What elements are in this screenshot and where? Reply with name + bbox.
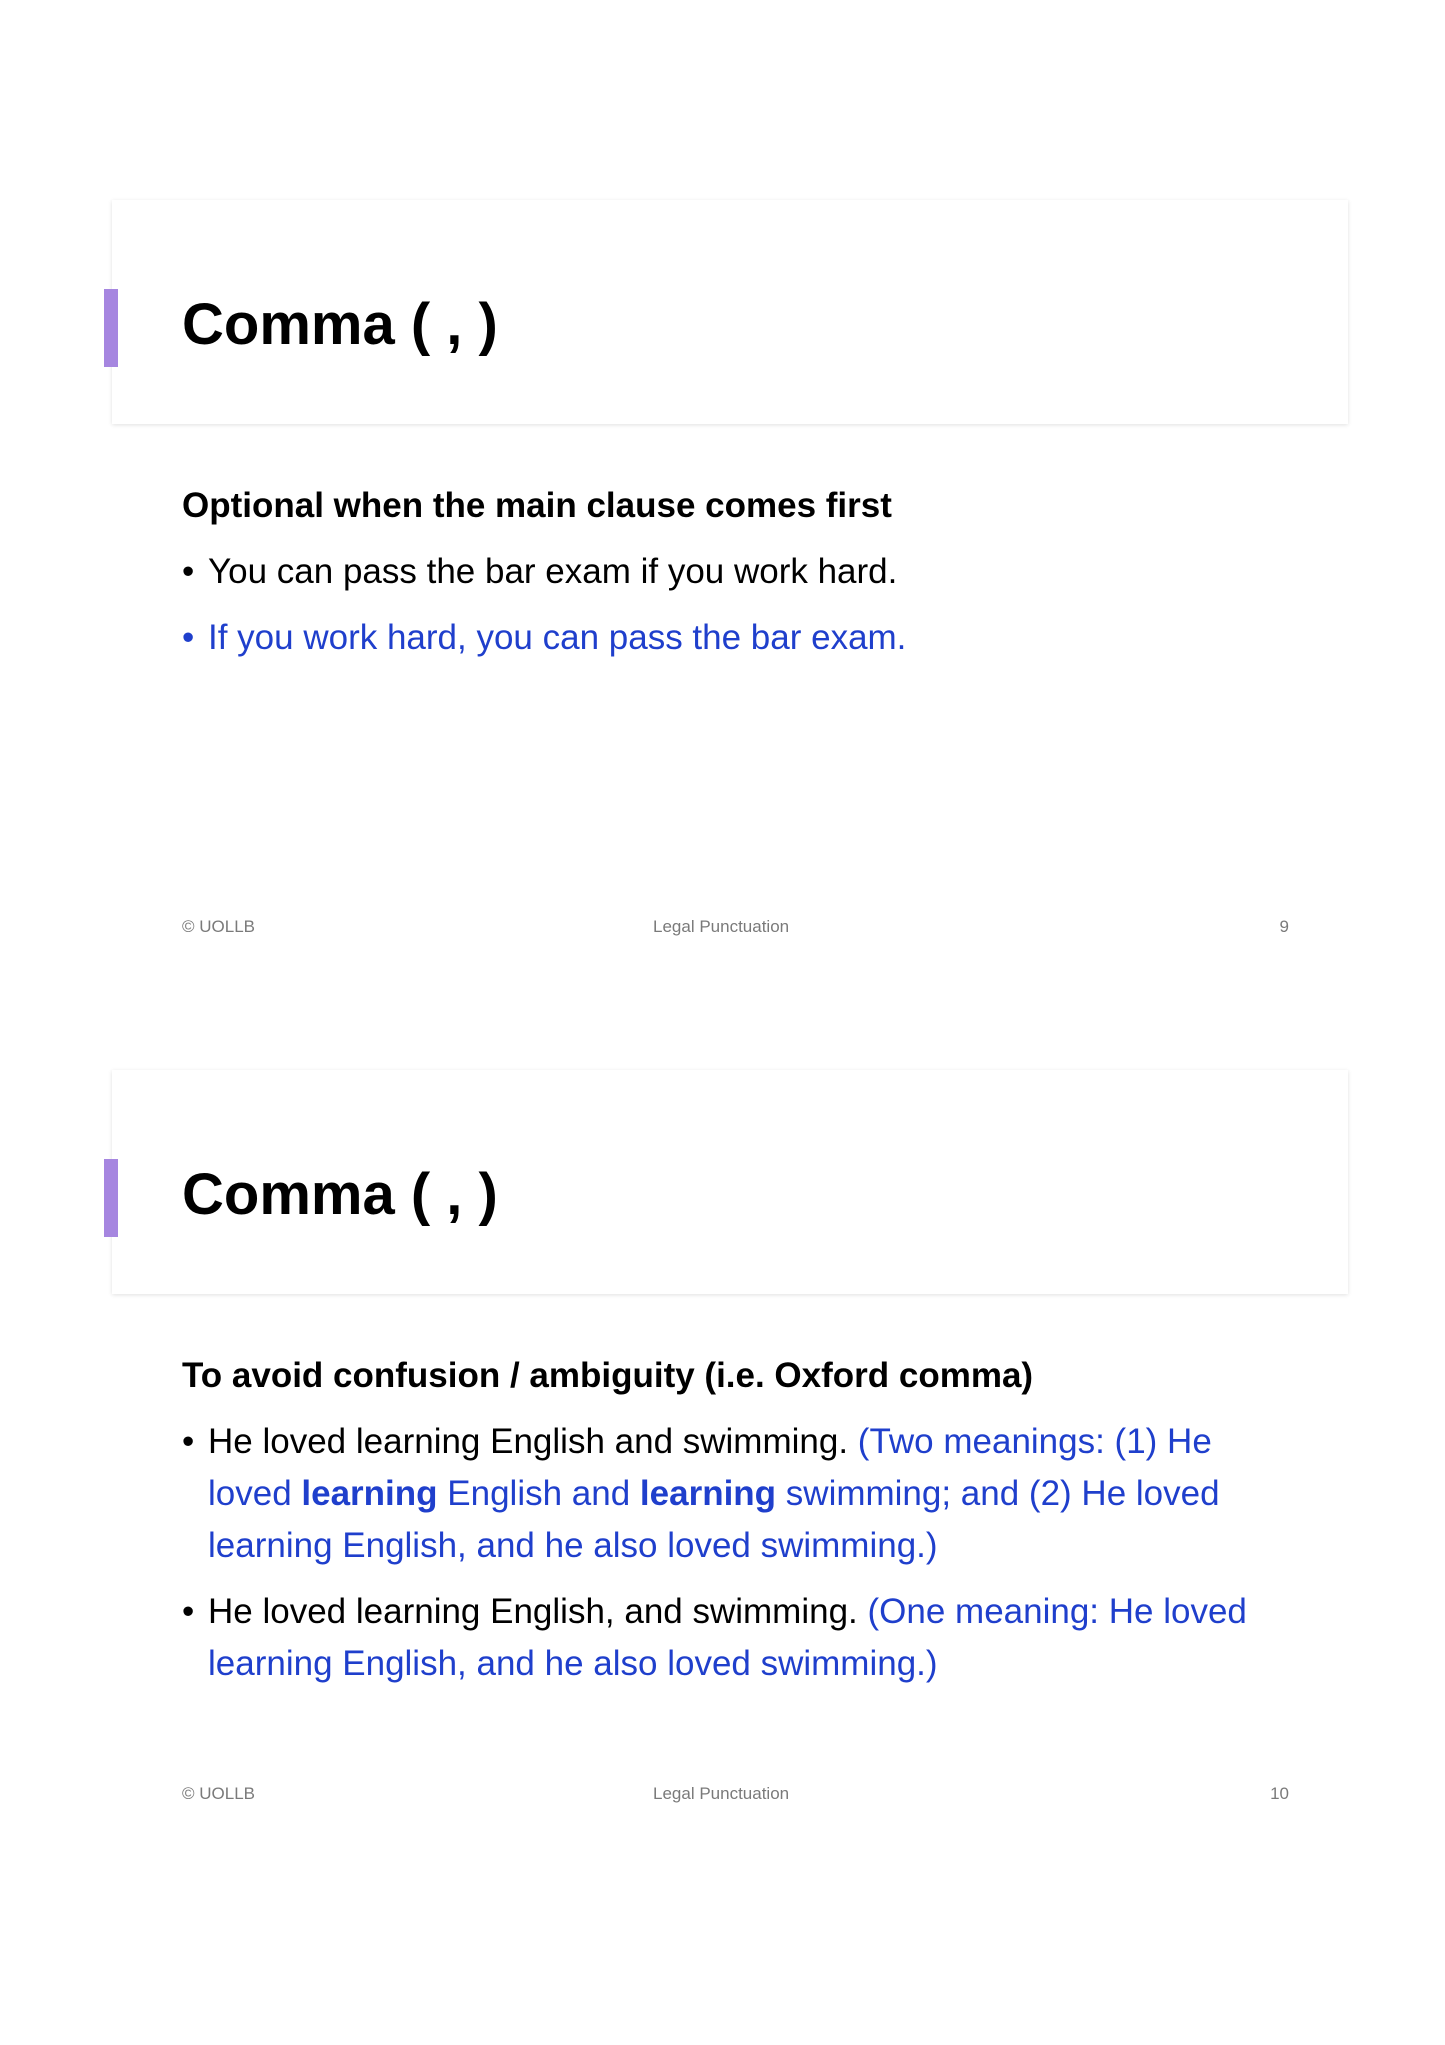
bullet-text: You can pass the bar exam if you work hard. xyxy=(208,552,898,591)
bullet-item xyxy=(182,1586,1302,1690)
footer-title: Legal Punctuation xyxy=(653,1784,790,1803)
footer-title: Legal Punctuation xyxy=(653,917,790,936)
bullet-text: If you work hard, you can pass the bar exam. xyxy=(208,618,907,657)
slide-subheading: Optional when the main clause comes first xyxy=(182,486,892,525)
footer-copyright: © UOLLB xyxy=(182,1784,255,1803)
sentence-period: . xyxy=(838,1422,849,1461)
title-accent-bar xyxy=(104,1159,118,1237)
explanation-text: (Two meanings: (1) He loved xyxy=(208,1422,1212,1513)
explanation-text: English and xyxy=(437,1474,640,1513)
bullet-list xyxy=(182,546,1302,664)
bullet-item xyxy=(182,1416,1302,1572)
bullet-dot: • xyxy=(182,618,195,657)
bullet-item xyxy=(182,612,1302,664)
slide-title: Comma ( , ) xyxy=(182,1162,498,1227)
slide-content xyxy=(182,480,1302,678)
bullet-dot: • xyxy=(182,1422,195,1461)
explanation-text: (One meaning: He loved learning English, and he also loved swimming.) xyxy=(208,1592,1247,1683)
example-sentence: He loved learning English, and swimming. xyxy=(208,1592,868,1631)
slide-title: Comma ( , ) xyxy=(182,292,498,357)
example-sentence: He loved learning English and swimming xyxy=(208,1422,839,1461)
title-accent-bar xyxy=(104,289,118,367)
emphasized-word: learning xyxy=(301,1474,438,1513)
footer-copyright: © UOLLB xyxy=(182,917,255,936)
slide-subheading: To avoid confusion / ambiguity (i.e. Oxford comma) xyxy=(182,1356,1034,1395)
bullet-item xyxy=(182,546,1302,598)
slide-9 xyxy=(0,0,1445,936)
bullet-list xyxy=(182,1416,1302,1690)
slide-10 xyxy=(0,870,1445,1803)
bullet-dot: • xyxy=(182,552,195,591)
emphasized-word: learning xyxy=(639,1474,777,1513)
slide-content xyxy=(182,1350,1302,1704)
bullet-dot: • xyxy=(182,1592,195,1631)
explanation-text: swimming; and (2) He loved learning English, and he also loved swimming.) xyxy=(208,1474,1220,1565)
footer-page-number: 10 xyxy=(1270,1784,1289,1803)
footer-page-number: 9 xyxy=(1279,917,1289,936)
